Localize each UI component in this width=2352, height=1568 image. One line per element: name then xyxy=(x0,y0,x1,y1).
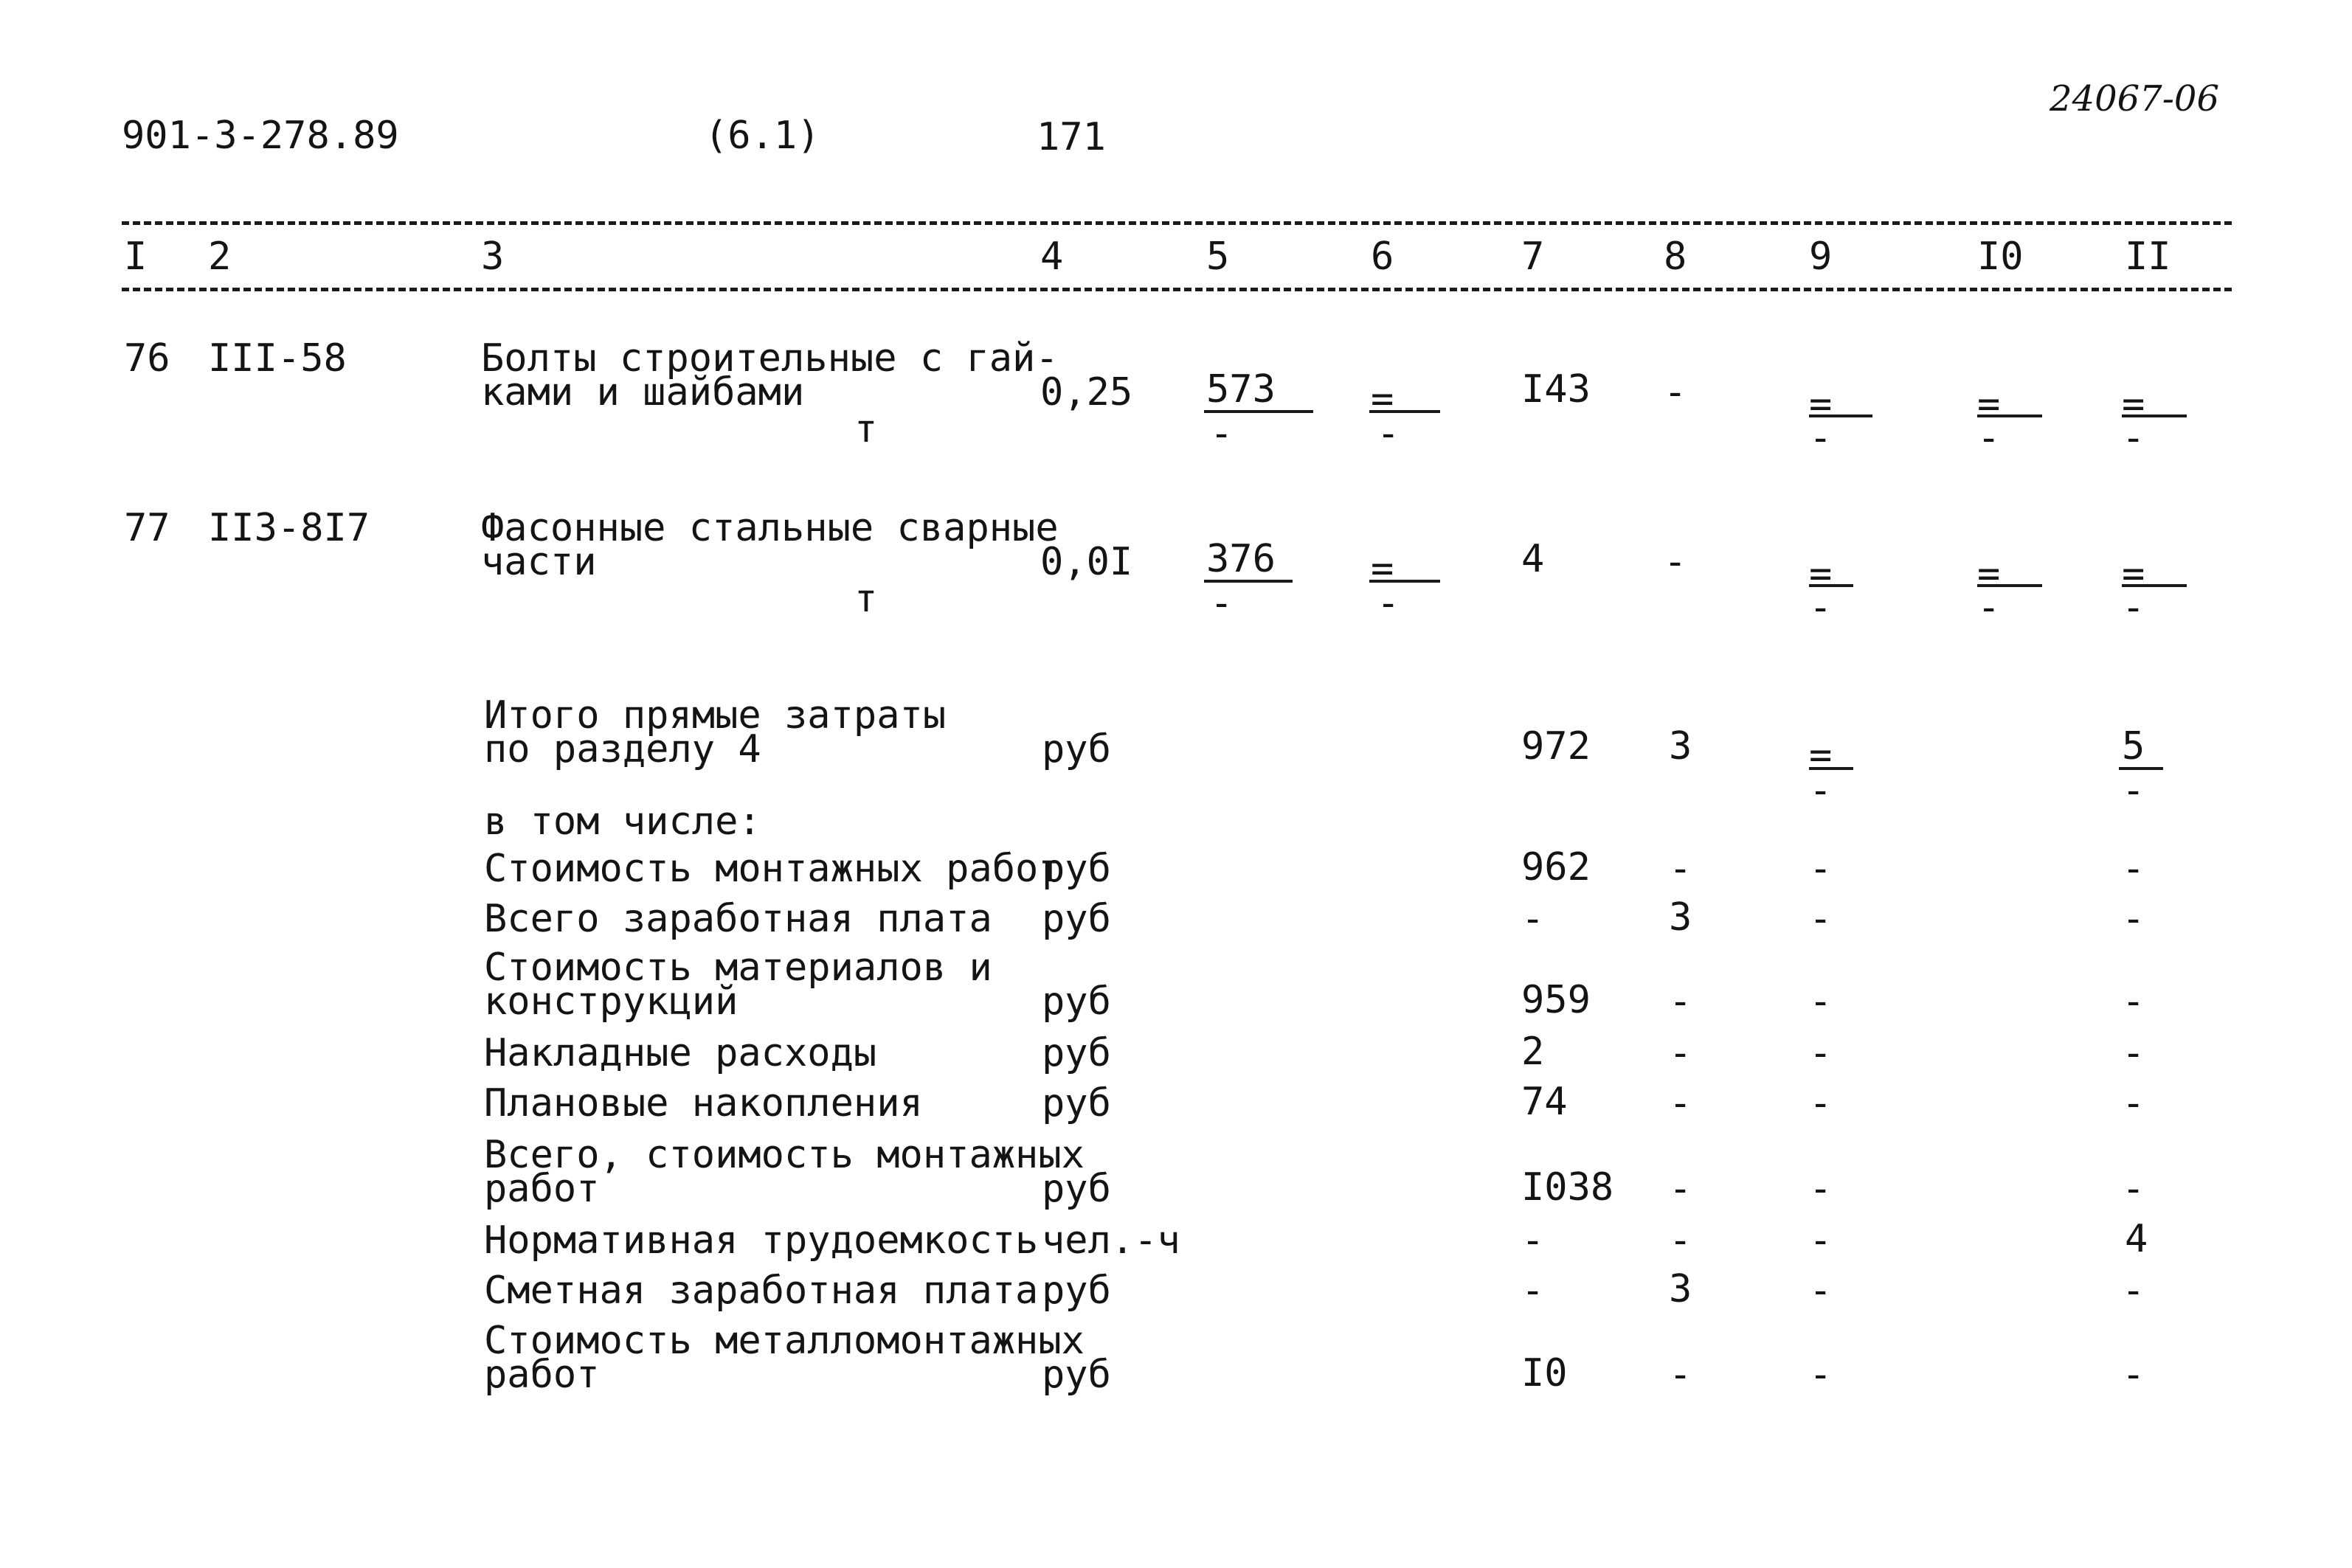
unit-label: руб xyxy=(1042,1081,1111,1125)
col9-value: - xyxy=(1809,1167,1833,1211)
col11-value: - xyxy=(2122,897,2145,941)
breakdown-label: Накладные расходы xyxy=(484,1031,877,1075)
col9-value: - xyxy=(1809,979,1833,1024)
col7-value: - xyxy=(1521,897,1545,941)
resource-name: Фасонные стальные сварные xyxy=(481,506,1059,550)
col11-value: - xyxy=(2122,1353,2145,1397)
unit-label: руб xyxy=(1042,979,1111,1024)
breakdown-label: Нормативная трудоемкость xyxy=(484,1218,1039,1263)
row-number: 76 xyxy=(124,336,170,381)
summary-total: 972 xyxy=(1521,724,1591,769)
dash-mark: - xyxy=(1809,769,1833,813)
col8-value: - xyxy=(1664,540,1687,584)
breakdown-label: Стоимость материалов и xyxy=(484,946,992,990)
resource-code: II3-8I7 xyxy=(208,506,370,550)
quantity: 0,0I xyxy=(1040,540,1133,584)
col9-value: - xyxy=(1809,1353,1833,1397)
unit-label: т xyxy=(854,407,878,451)
ditto-mark: = xyxy=(1809,733,1833,777)
dash-mark: - xyxy=(2122,586,2145,630)
col8-value: - xyxy=(1669,1218,1692,1263)
header-bottom-rule xyxy=(122,288,2232,291)
col8-value: - xyxy=(1669,847,1692,891)
col9-value: - xyxy=(1809,1031,1833,1075)
col11-value: - xyxy=(2122,1269,2145,1313)
unit-label: руб xyxy=(1042,897,1111,941)
unit-price: 573 xyxy=(1206,367,1276,412)
quantity: 0,25 xyxy=(1040,370,1133,414)
col7-value: I038 xyxy=(1521,1165,1614,1210)
resource-name: ками и шайбами xyxy=(481,370,805,414)
summary-col11: 5 xyxy=(2122,724,2145,769)
column-header: 4 xyxy=(1040,235,1064,279)
breakdown-label: Стоимость монтажных работ xyxy=(484,847,1062,891)
ditto-mark: = xyxy=(1371,377,1394,421)
ditto-mark: = xyxy=(1809,382,1833,426)
col7-value: 962 xyxy=(1521,845,1591,889)
col8-value: - xyxy=(1664,370,1687,414)
total-cost: I43 xyxy=(1521,367,1591,412)
breakdown-label: Сметная заработная плата xyxy=(484,1269,1039,1313)
resource-name: части xyxy=(481,540,597,584)
document-code: 901-3-278.89 xyxy=(122,114,399,158)
column-header: 3 xyxy=(481,235,505,279)
ditto-mark: = xyxy=(1371,547,1394,591)
page-number: 171 xyxy=(1037,115,1106,159)
breakdown-label: Всего, стоимость монтажных xyxy=(484,1133,1085,1177)
column-header: 6 xyxy=(1371,235,1394,279)
dash-mark: - xyxy=(2122,769,2145,813)
col9-value: - xyxy=(1809,1218,1833,1263)
unit-label: руб xyxy=(1042,1353,1111,1397)
dash-mark: - xyxy=(2122,416,2145,460)
column-header: I xyxy=(124,235,148,279)
ditto-mark: = xyxy=(1809,552,1833,596)
total-cost: 4 xyxy=(1521,537,1545,581)
summary-title: по разделу 4 xyxy=(484,727,761,771)
breakdown-label: Плановые накопления xyxy=(484,1081,923,1125)
ditto-mark: = xyxy=(2122,382,2145,426)
col7-value: 2 xyxy=(1521,1030,1545,1074)
column-header: 8 xyxy=(1664,235,1687,279)
breakdown-label: конструкций xyxy=(484,979,739,1024)
breakdown-label: работ xyxy=(484,1167,600,1211)
col8-value: - xyxy=(1669,979,1692,1024)
col7-value: I0 xyxy=(1521,1351,1568,1395)
unit-label: руб xyxy=(1042,1269,1111,1313)
col8-value: - xyxy=(1669,1353,1692,1397)
breakdown-label: Стоимость металломонтажных xyxy=(484,1319,1085,1363)
col7-value: - xyxy=(1521,1269,1545,1313)
col7-value: 74 xyxy=(1521,1080,1568,1124)
col7-value: 959 xyxy=(1521,978,1591,1022)
col11-value: - xyxy=(2122,1081,2145,1125)
dash-mark: - xyxy=(1210,581,1234,625)
column-header: 9 xyxy=(1809,235,1833,279)
col9-value: - xyxy=(1809,1081,1833,1125)
column-header: 2 xyxy=(208,235,232,279)
resource-code: III-58 xyxy=(208,336,347,381)
column-header: II xyxy=(2125,235,2171,279)
summary-title: Итого прямые затраты xyxy=(484,693,947,738)
unit-label: руб xyxy=(1042,847,1111,891)
summary-col8: 3 xyxy=(1669,724,1692,769)
unit-price: 376 xyxy=(1206,537,1276,581)
col11-value: - xyxy=(2122,1167,2145,1211)
breakdown-label: Всего заработная плата xyxy=(484,897,992,941)
dash-mark: - xyxy=(1809,586,1833,630)
col11-value: - xyxy=(2122,847,2145,891)
col9-value: - xyxy=(1809,847,1833,891)
dash-mark: - xyxy=(1377,581,1400,625)
unit-label: руб xyxy=(1042,727,1111,771)
dash-mark: - xyxy=(1809,416,1833,460)
ditto-mark: = xyxy=(1977,552,2001,596)
ditto-mark: = xyxy=(1977,382,2001,426)
col11-value: 4 xyxy=(2125,1217,2148,1261)
dash-mark: - xyxy=(1210,412,1234,456)
col8-value: 3 xyxy=(1669,1267,1692,1311)
column-header: I0 xyxy=(1977,235,2024,279)
unit-label: т xyxy=(854,577,878,621)
col9-value: - xyxy=(1809,897,1833,941)
header-top-rule xyxy=(122,221,2232,225)
dash-mark: - xyxy=(1377,412,1400,456)
unit-label: руб xyxy=(1042,1031,1111,1075)
unit-label: руб xyxy=(1042,1167,1111,1211)
ditto-mark: = xyxy=(2122,552,2145,596)
col8-value: 3 xyxy=(1669,895,1692,940)
including-label: в том числе: xyxy=(484,799,761,844)
column-header: 7 xyxy=(1521,235,1545,279)
col8-value: - xyxy=(1669,1167,1692,1211)
breakdown-label: работ xyxy=(484,1353,600,1397)
archive-stamp: 24067-06 xyxy=(2050,78,2219,119)
section-number: (6.1) xyxy=(705,114,820,158)
resource-name: Болты строительные с гай- xyxy=(481,336,1059,381)
unit-label: чел.-ч xyxy=(1042,1218,1180,1263)
col8-value: - xyxy=(1669,1031,1692,1075)
row-number: 77 xyxy=(124,506,170,550)
col11-value: - xyxy=(2122,979,2145,1024)
col8-value: - xyxy=(1669,1081,1692,1125)
dash-mark: - xyxy=(1977,416,2001,460)
col7-value: - xyxy=(1521,1218,1545,1263)
dash-mark: - xyxy=(1977,586,2001,630)
col9-value: - xyxy=(1809,1269,1833,1313)
column-header: 5 xyxy=(1206,235,1230,279)
col11-value: - xyxy=(2122,1031,2145,1075)
